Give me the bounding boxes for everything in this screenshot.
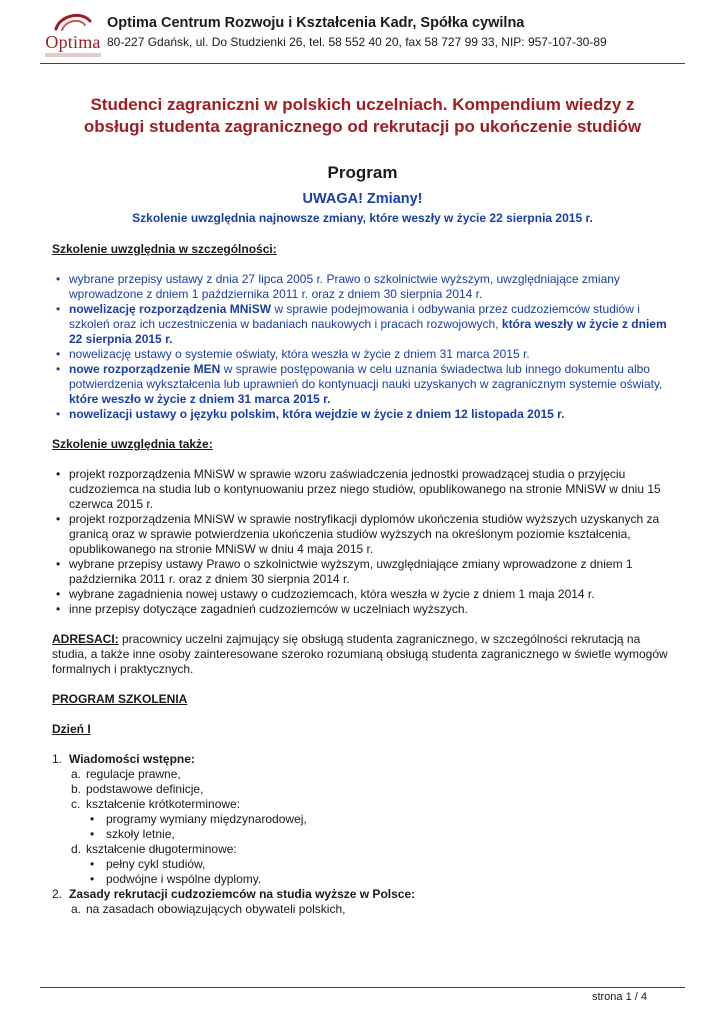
section-heading-also: Szkolenie uwzględnia także: <box>52 437 213 451</box>
footer-divider <box>40 987 685 988</box>
bullet-item: • programy wymiany międzynarodowej, <box>86 812 674 827</box>
title-line-1: Studenci zagraniczni w polskich uczelniach. Kompendium wiedzy z <box>90 95 635 114</box>
bullet-item: • podwójne i wspólne dyplomy. <box>86 872 674 887</box>
page-number: strona 1 / 4 <box>591 991 647 1003</box>
list-item: • nowe rozporządzenie MEN w sprawie postępowania w celu uznania świadectwa lub innego dokumentu albo potwierdzenia wykształcenia lub uprawnień do kontynuacji nauki uzyskanych w zagranicznym systemie oświaty, które weszło w życie z dniem 31 marca 2015 r. <box>52 362 674 407</box>
program-item: 2. Zasady rekrutacji cudzoziemców na studia wyższe w Polsce: a. na zasadach obowiązujących obywateli polskich, <box>52 887 674 917</box>
audience-paragraph <box>52 632 674 677</box>
title-line-2: obsługi studenta zagranicznego od rekrutacji po ukończenie studiów <box>83 117 642 136</box>
logo-tagline <box>45 53 101 57</box>
changes-notice: UWAGA! Zmiany! <box>302 191 423 207</box>
list-item: • wybrane przepisy ustawy z dnia 27 lipca 2005 r. Prawo o szkolnictwie wyższym, uwzględniające zmiany wprowadzone z dniem 1 października 2011 r. oraz z dniem 30 sierpnia 2014 r. <box>52 272 674 302</box>
sub-item: d. kształcenie długoterminowe: • pełny cykl studiów, • podwójne i wspólne dyplomy. <box>69 842 674 887</box>
program-list <box>52 752 674 917</box>
sub-item: a. regulacje prawne, <box>71 767 181 781</box>
section-heading-includes: Szkolenie uwzględnia w szczególności: <box>52 242 277 256</box>
document-title <box>50 94 675 138</box>
sub-item: c. kształcenie krótkoterminowe: • programy wymiany międzynarodowej, • szkoły letnie, <box>69 797 674 842</box>
list-item: • wybrane zagadnienia nowej ustawy o cudzoziemcach, która weszła w życie z dniem 1 maja 2014 r. <box>52 587 674 602</box>
list-item: • nowelizacji ustawy o języku polskim, która wejdzie w życie z dniem 12 listopada 2015 r. <box>52 407 674 422</box>
bullet-list <box>86 857 674 887</box>
program-heading: Program <box>327 163 398 182</box>
optima-logo <box>40 11 105 61</box>
audience-text: pracownicy uczelni zajmujący się obsługą studenta zagranicznego, w szczególności rekrutacją na studia, a także inne osoby zainteresowane szeroko rozumianą obsługą studenta zagranicznego w świetle wymogów formalnych i praktycznych. <box>52 632 668 676</box>
day-heading: Dzień I <box>52 722 91 736</box>
list-item: • wybrane przepisy ustawy Prawo o szkolnictwie wyższym, uwzględniające zmiany wprowadzone z dniem 1 października 2011 r. oraz z dniem 30 sierpnia 2014 r. <box>52 557 674 587</box>
document-body <box>52 242 674 917</box>
includes-list <box>52 272 674 422</box>
company-address: 80-227 Gdańsk, ul. Do Studzienki 26, tel. 58 552 40 20, fax 58 727 99 33, NIP: 957-107-30-89 <box>107 35 607 49</box>
logo-arc-icon <box>52 11 94 33</box>
audience-label: ADRESACI: <box>52 632 119 646</box>
list-item: • nowelizację ustawy o systemie oświaty, która weszła w życie z dniem 31 marca 2015 r. <box>52 347 674 362</box>
list-item: • projekt rozporządzenia MNiSW w sprawie wzoru zaświadczenia jednostki prowadzącej studia o przyjęciu cudzoziemca na studia lub o kontynuowaniu przez niego studiów, opublikowanego na stronie MNiSW w dniu 15 czerwca 2015 r. <box>52 467 674 512</box>
bullet-item: • pełny cykl studiów, <box>86 857 674 872</box>
bullet-item: • szkoły letnie, <box>86 827 674 842</box>
sub-list <box>69 902 674 917</box>
logo-text: Optima <box>45 32 101 52</box>
list-item: • nowelizację rozporządzenia MNiSW w sprawie podejmowania i odbywania przez cudzoziemców studiów i szkoleń oraz ich uczestniczenia w badaniach naukowych i pracach rozwojowych, która weszły w życie z dniem 22 sierpnia 2015 r. <box>52 302 674 347</box>
company-name: Optima Centrum Rozwoju i Kształcenia Kadr, Spółka cywilna <box>107 15 525 31</box>
list-item: • inne przepisy dotyczące zagadnień cudzoziemców w uczelniach wyższych. <box>52 602 674 617</box>
also-list <box>52 467 674 617</box>
program-item: 1. Wiadomości wstępne: a. regulacje prawne, b. podstawowe definicje, c. kształcenie krótkoterminowe: • programy wymiany międzynarodowej, • szkoły letnie, d. kształcenie długoterminowe: • pełny cykl studiów, • podwójne i wspólne dyplomy. <box>52 752 674 887</box>
changes-subnote: Szkolenie uwzględnia najnowsze zmiany, które weszły w życie 22 sierpnia 2015 r. <box>132 211 593 225</box>
letterhead <box>40 11 685 63</box>
program-section-heading: PROGRAM SZKOLENIA <box>52 692 188 706</box>
header-divider <box>40 63 685 64</box>
sub-list <box>69 767 674 887</box>
sub-item: b. podstawowe definicje, <box>71 782 204 796</box>
bullet-list <box>86 812 674 842</box>
list-item: • projekt rozporządzenia MNiSW w sprawie nostryfikacji dyplomów ukończenia studiów wyższych uzyskanych za granicą oraz w sprawie potwierdzenia ukończenia studiów wyższych na określonym poziomie kształcenia, opublikowanego na stronie MNiSW w dniu 4 maja 2015 r. <box>52 512 674 557</box>
sub-item: a. na zasadach obowiązujących obywateli polskich, <box>71 902 346 916</box>
